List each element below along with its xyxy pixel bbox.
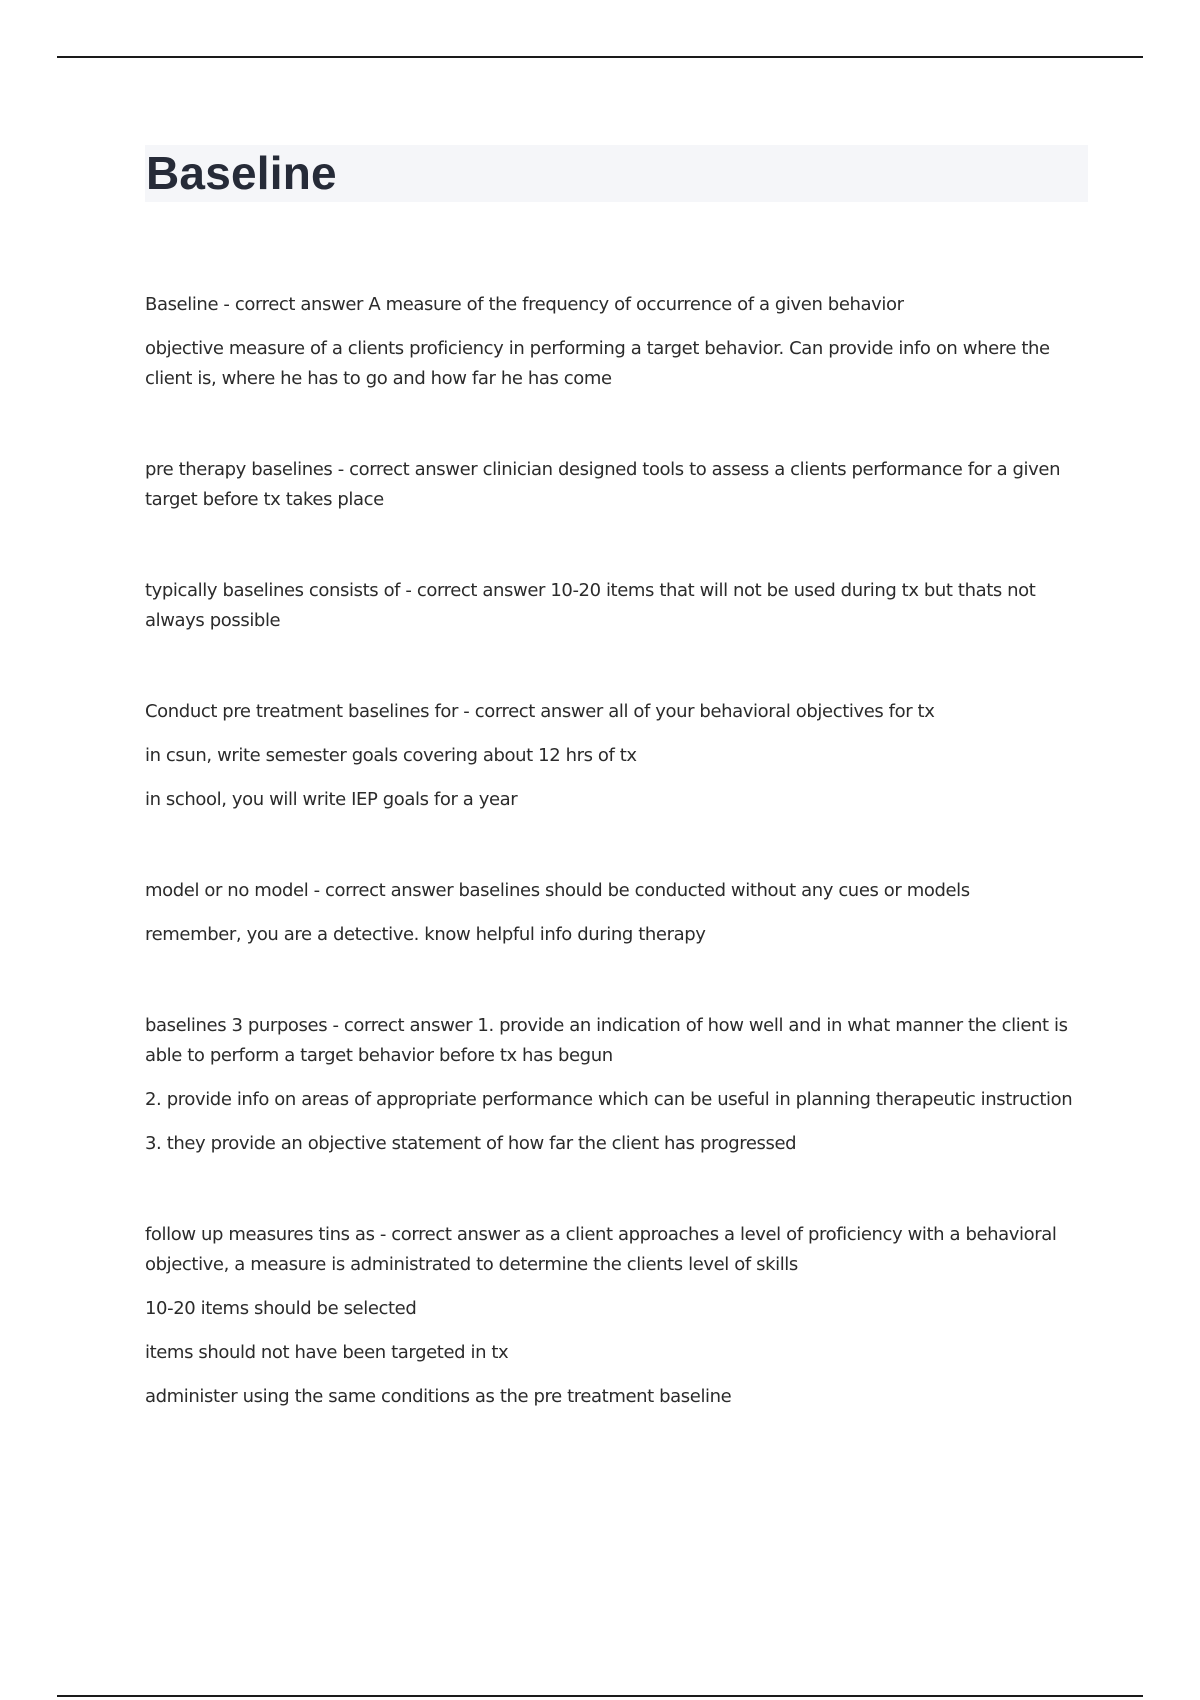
page-top-rule (57, 56, 1143, 58)
page-bottom-rule (57, 1695, 1143, 1697)
qa-paragraph: follow up measures tins as - correct answer as a client approaches a level of proficiency with a behavioral objective, a measure is administrated to determine the clients level of skills (145, 1224, 1057, 1275)
qa-paragraph: in school, you will write IEP goals for a year (145, 789, 518, 810)
qa-paragraph: 2. provide info on areas of appropriate performance which can be useful in planning therapeutic instruction (145, 1089, 1073, 1110)
qa-paragraph: 3. they provide an objective statement of how far the client has progressed (145, 1133, 797, 1154)
page-title: Baseline (146, 147, 337, 199)
qa-block-model-or-no-model (145, 876, 1095, 950)
document-body (145, 290, 1095, 1473)
qa-block-baseline-purposes (145, 1011, 1095, 1159)
qa-block-baseline (145, 290, 1095, 394)
qa-block-conduct-pre-treatment (145, 697, 1095, 815)
qa-paragraph: model or no model - correct answer baselines should be conducted without any cues or models (145, 880, 970, 901)
qa-paragraph: Conduct pre treatment baselines for - correct answer all of your behavioral objectives for tx (145, 701, 935, 722)
qa-paragraph: items should not have been targeted in tx (145, 1342, 509, 1363)
qa-block-follow-up-measures (145, 1220, 1095, 1412)
qa-paragraph: 10-20 items should be selected (145, 1298, 417, 1319)
qa-paragraph: baselines 3 purposes - correct answer 1. provide an indication of how well and in what manner the client is able to perform a target behavior before tx has begun (145, 1015, 1068, 1066)
qa-paragraph: objective measure of a clients proficiency in performing a target behavior. Can provide info on where the client is, where he has to go and how far he has come (145, 338, 1050, 389)
qa-paragraph: in csun, write semester goals covering about 12 hrs of tx (145, 745, 637, 766)
qa-paragraph: pre therapy baselines - correct answer clinician designed tools to assess a clients performance for a given target before tx takes place (145, 459, 1061, 510)
qa-block-pre-therapy-baselines (145, 455, 1095, 515)
qa-paragraph: administer using the same conditions as the pre treatment baseline (145, 1386, 732, 1407)
qa-paragraph: typically baselines consists of - correct answer 10-20 items that will not be used during tx but thats not always possible (145, 580, 1036, 631)
qa-block-typical-baselines (145, 576, 1095, 636)
qa-paragraph: Baseline - correct answer A measure of the frequency of occurrence of a given behavior (145, 294, 904, 315)
qa-paragraph: remember, you are a detective. know helpful info during therapy (145, 924, 706, 945)
